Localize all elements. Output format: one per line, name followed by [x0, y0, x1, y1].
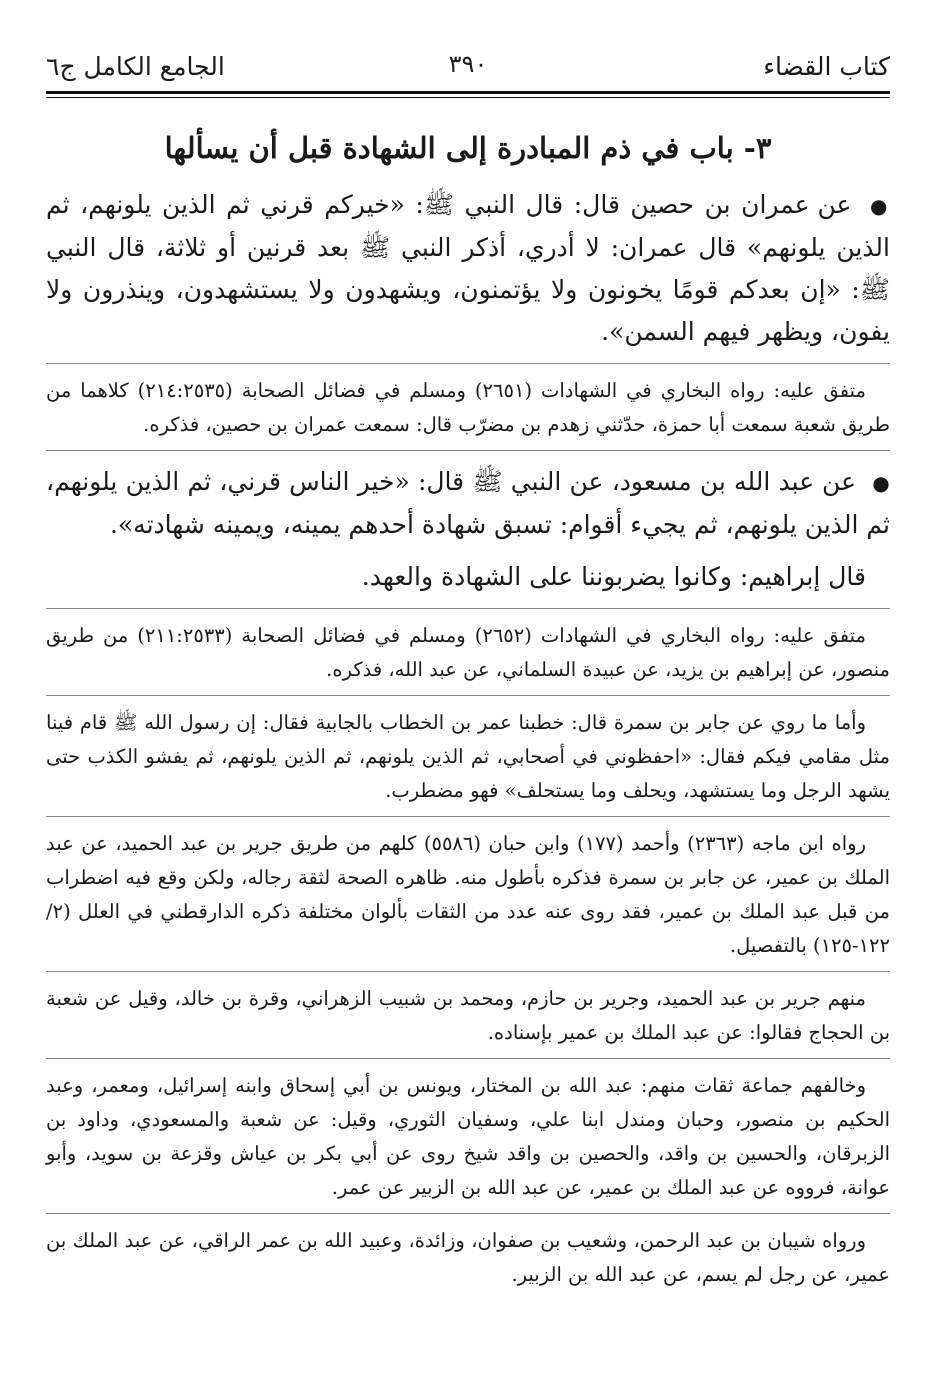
divider	[46, 816, 890, 817]
header-rule-thick	[46, 91, 890, 94]
bullet-icon: ●	[870, 194, 891, 218]
hadith-1-text: عن عمران بن حصين قال: قال النبي ﷺ: «خيركم قرني ثم الذين يلونهم، ثم الذين يلونهم» قال عمران: لا أدري، أذكر النبي ﷺ بعد قرنين أو ثلاثة، قال النبي ﷺ: «إن بعدكم قومًا يخونون ولا يؤتمنون، ويشهدون ولا يستشهدون، وينذرون ولا يفون، ويظهر فيهم السمن».	[46, 190, 890, 346]
running-header	[46, 0, 890, 92]
header-rule-thin	[46, 97, 890, 98]
paragraph-6: وخالفهم جماعة ثقات منهم: عبد الله بن المختار، ويونس بن أبي إسحاق وابنه إسرائيل، ومعمر، وعبد الحكيم بن منصور، وحبان ومندل ابنا علي، وسفيان الثوري، وقيل: عن شعبة والمسعودي، وداود بن الزبرقان، والحسين بن واقد، والحصين بن واقد شيخ روى عن أبي بكر بن عياش وقزعة بن سويد، وأبو عوانة، فرووه عن عبد الملك بن عمير، عن عبد الله بن الزبير عن عمر.	[46, 1074, 890, 1199]
bullet-icon: ●	[872, 471, 891, 495]
paragraph-7: ورواه شيبان بن عبد الرحمن، وشعيب بن صفوان، وزائدة، وعبيد الله بن عمر الراقي، عن عبد الملك بن عمير، عن رجل لم يسم، عن عبد الله بن الزبير.	[46, 1229, 890, 1286]
chapter-title: ٣- باب في ذم المبادرة إلى الشهادة قبل أن يسألها	[164, 131, 772, 165]
paragraph-3: وأما ما روي عن جابر بن سمرة قال: خطبنا عمر بن الخطاب بالجابية فقال: إن رسول الله ﷺ قام فينا مثل مقامي فيكم فقال: «احفظوني في أصحابي، ثم الذين يلونهم، ثم الذين يلونهم، ثم يفشو الكذب حتى يشهد الرجل وما يستشهد، ويحلف وما يستحلف» فهو مضطرب.	[46, 711, 890, 802]
hadith-1	[46, 184, 890, 353]
hadith-2	[46, 461, 890, 546]
header-book-title: كتاب القضاء	[763, 52, 890, 81]
page-number: ٣٩٠	[448, 50, 488, 78]
divider	[46, 450, 890, 451]
hadith-2-text: عن عبد الله بن مسعود، عن النبي ﷺ قال: «خير الناس قرني، ثم الذين يلونهم، ثم الذين يلونهم، ثم يجيء أقوام: تسبق شهادة أحدهم يمينه، ويمينه شهادته».	[46, 467, 890, 539]
paragraph-4: رواه ابن ماجه (٢٣٦٣) وأحمد (١٧٧) وابن حبان (٥٥٨٦) كلهم من طريق جرير بن عبد الحميد، عن عبد الملك بن عمير، عن جابر بن سمرة فذكره بأطول منه. ظاهره الصحة لثقة رجاله، ولكن وقع فيه اضطراب من قبل عبد الملك بن عمير، فقد روى عنه عدد من الثقات بألوان مختلفة ذكره الدارقطني في العلل (٢/ ١٢٢-١٢٥) بالتفصيل.	[46, 832, 890, 957]
takhrij-1: متفق عليه: رواه البخاري في الشهادات (٢٦٥١) ومسلم في فضائل الصحابة (٢١٤:٢٥٣٥) كلاهما من طريق شعبة سمعت أبا حمزة، حدّثني زهدم بن مضرّب قال: سمعت عمران بن حصين، فذكره.	[46, 379, 890, 436]
takhrij-2: متفق عليه: رواه البخاري في الشهادات (٢٦٥٢) ومسلم في فضائل الصحابة (٢١١:٢٥٣٣) من طريق منصور، عن إبراهيم بن يزيد، عن عبيدة السلماني، عن عبد الله، فذكره.	[46, 624, 890, 681]
divider	[46, 971, 890, 972]
hadith-2-ibrahim: قال إبراهيم: وكانوا يضربوننا على الشهادة والعهد.	[361, 562, 866, 591]
divider	[46, 1213, 890, 1214]
divider	[46, 608, 890, 609]
divider	[46, 1058, 890, 1059]
header-volume-title: الجامع الكامل ج٦	[46, 52, 225, 81]
divider	[46, 695, 890, 696]
paragraph-5: منهم جرير بن عبد الحميد، وجرير بن حازم، ومحمد بن شبيب الزهراني، وقرة بن خالد، وقيل عن شعبة بن الحجاج فقالوا: عن عبد الملك بن عمير بإسناده.	[46, 987, 890, 1044]
divider	[46, 363, 890, 364]
